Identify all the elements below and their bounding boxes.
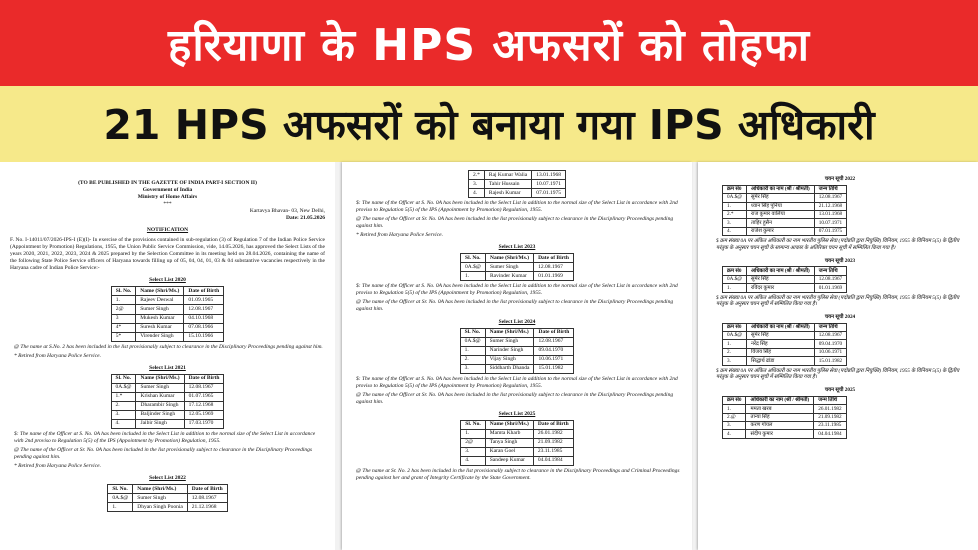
table-cell: 4. xyxy=(469,189,485,198)
table-cell: राजेश कुमार xyxy=(747,227,815,235)
footnote: @ The name of the Officer at Sr. No. 0A has been included in the list provisionally subject to clearance in the Disciplinary Proceedings pending against him. xyxy=(14,446,312,460)
table-cell: नरेंद्र सिंह xyxy=(747,340,815,348)
column-header: Name (Shri/Ms.) xyxy=(133,485,188,494)
table-cell: Dhyan Singh Poonia xyxy=(133,503,188,512)
table-cell: 1. xyxy=(723,284,747,292)
table-cell: तान्या सिंह xyxy=(746,413,814,421)
table-cell: राज कुमार वालिया xyxy=(747,210,815,218)
gazette-line: (TO BE PUBLISHED IN THE GAZETTE OF INDIA PART-I SECTION II) xyxy=(78,180,257,186)
table-cell: सुमेर सिंह xyxy=(747,194,815,202)
select-list-title: Select List 2022 xyxy=(149,475,186,482)
table-header-row xyxy=(111,287,223,296)
table-header-row xyxy=(723,396,847,404)
table-cell: Jaibir Singh xyxy=(136,419,184,428)
column-header: Date of Birth xyxy=(533,420,573,429)
subheadline-banner xyxy=(0,86,978,162)
column-header: Name (Shri/Ms.) xyxy=(136,374,184,383)
table-cell: 15.01.1982 xyxy=(814,357,846,365)
table-cell: 3. xyxy=(461,447,485,456)
table-cell: Narinder Singh xyxy=(485,346,534,355)
table-cell: 1. xyxy=(723,340,747,348)
table-cell: 17.12.1968 xyxy=(184,401,224,410)
table-cell: 10.07.1971 xyxy=(532,180,566,189)
select-list-title: चयन सूची 2022 xyxy=(824,176,856,182)
table-row xyxy=(469,171,566,180)
footnote: $: The name of the Officer at S. No. 0A has been included in the Select List in addition to the normal size of the Select List in accordance with 2nd proviso to Regulation 5(5) of the IPS (Appointment by Promotion) Regulation, 1955. xyxy=(356,375,678,389)
table-row xyxy=(111,419,224,428)
table-cell: Rajesh Kumar xyxy=(484,189,531,198)
table-cell: 12.08.1967 xyxy=(814,331,846,339)
table-cell: 12.08.1967 xyxy=(184,305,224,314)
headline: हरियाणा के HPS अफसरों को तोहफा xyxy=(167,20,811,71)
table-cell: Virender Singh xyxy=(136,332,184,341)
table-row xyxy=(723,194,847,202)
document-pages xyxy=(0,162,978,550)
headline-banner xyxy=(0,0,978,86)
table-cell: सुमेर सिंह xyxy=(747,331,815,339)
table-row xyxy=(723,202,847,210)
column-header: क्रम सं0 xyxy=(723,396,746,404)
table-cell: 4. xyxy=(461,456,485,465)
table-row xyxy=(111,296,223,305)
table-cell: 07.01.1975 xyxy=(532,189,566,198)
table-cell: 09.04.1970 xyxy=(814,340,846,348)
column-header: अधिकारी का नाम (श्री / श्रीमती) xyxy=(747,185,815,193)
table-cell: संदीप कुमार xyxy=(746,430,814,438)
table-cell: 07.08.1966 xyxy=(184,323,224,332)
table-cell: 4. xyxy=(723,430,746,438)
table-cell: 2. xyxy=(111,401,136,410)
footnote: @ The name of the Officer at Sr. No. 0A has been included in the list provisionally subject to clearance in the Disciplinary Proceedings pending against him. xyxy=(356,391,674,405)
table-cell: 01.01.1969 xyxy=(814,284,846,292)
column-header: जन्म तिथि xyxy=(814,267,846,275)
table-header-row xyxy=(723,323,847,331)
table-row xyxy=(111,401,224,410)
table-cell: Karan Goel xyxy=(485,447,533,456)
table-cell: 21.09.1982 xyxy=(533,438,573,447)
table-cell: Sandeep Kumar xyxy=(485,456,533,465)
table-cell: सुमेर सिंह xyxy=(747,275,815,283)
table-cell: 04.04.1984 xyxy=(814,430,846,438)
table-cell: 1. xyxy=(460,346,485,355)
table-header-row xyxy=(111,374,224,383)
notification-body: F. No. I-14011/07/2026-IPS-I (E)(I)- In exercise of the provisions contained in sub-regulation (3) of Regulation 7 of the Indian Police Service (Appointment by Promotion) Regulations, 1955, the Union Public Service Commission, vide, 14.05.2026, has approved the Select Lists of the years 2020, 2021, 2022, 2023, 2024 & 2025 prepared by the Selection Committee in its meeting held on 28.04.2026, containing the name of the following State Police Service officers of Haryana towards filling up of 05, 04, 04, 01, 03 & 04 substantive vacancies respectively in the Haryana cadre of Indian Police Service:- xyxy=(10,237,325,272)
table-row xyxy=(111,383,224,392)
table-cell: ध्यान सिंह पूनिया xyxy=(747,202,815,210)
table-header-row xyxy=(723,267,847,275)
table-row xyxy=(111,305,223,314)
column-header: अधिकारी का नाम (श्री / श्रीमती) xyxy=(746,396,814,404)
table-cell: 0A.$@ xyxy=(723,194,747,202)
table-cell: Raj Kumar Walia xyxy=(484,171,531,180)
table-cell: 10.06.1971 xyxy=(534,355,574,364)
footnote: $: The name of the Officer at S. No. 0A has been included in the Select List in addition to the normal size of the Select List in accordance with 2nd proviso to Regulation 5(5) of the IPS (Appointment by Promotion) Regulation, 1955. xyxy=(14,430,316,444)
table-cell: 13.01.1968 xyxy=(532,171,566,180)
table-row xyxy=(461,429,573,438)
table-row xyxy=(460,355,574,364)
table-row xyxy=(460,337,574,346)
table-row xyxy=(723,331,847,339)
table-cell: 0A.$@ xyxy=(723,331,747,339)
column-header: Name (Shri/Ms.) xyxy=(485,420,533,429)
select-list-continued-table xyxy=(468,170,566,198)
table-cell: 3. xyxy=(723,357,747,365)
document-page-2 xyxy=(342,162,692,550)
table-cell: 01.09.1965 xyxy=(184,296,224,305)
select-list-title: चयन सूची 2025 xyxy=(824,387,856,394)
table-cell: 1. xyxy=(111,296,135,305)
table-cell: Sumer Singh xyxy=(485,263,533,272)
table-cell: 2. xyxy=(723,348,747,356)
column-header: जन्म तिथि xyxy=(814,396,846,404)
column-header: Date of Birth xyxy=(534,254,574,263)
column-header: Sl. No. xyxy=(460,328,485,337)
table-cell: 17.03.1970 xyxy=(184,419,224,428)
table-cell: Baljinder Singh xyxy=(136,410,184,419)
table-cell: 12.05.1969 xyxy=(184,410,224,419)
select-list-table xyxy=(111,286,224,341)
table-cell: 2@ xyxy=(461,438,485,447)
table-cell: 3. xyxy=(111,410,136,419)
column-header: जन्म तिथि xyxy=(814,185,846,193)
table-header-row xyxy=(461,254,574,263)
table-cell: 23.11.1985 xyxy=(814,422,846,430)
column-header: अधिकारी का नाम (श्री / श्रीमती) xyxy=(747,323,815,331)
table-cell: करण गोयल xyxy=(746,422,814,430)
column-header: Sl. No. xyxy=(111,287,135,296)
table-cell: 1. xyxy=(108,503,133,512)
table-cell: 1. xyxy=(723,405,746,413)
table-row xyxy=(723,219,847,227)
footnote: * Retired from Haryana Police Service. xyxy=(356,232,443,239)
table-cell: Sumer Singh xyxy=(136,383,184,392)
table-cell: 12.08.1967 xyxy=(187,494,227,503)
column-header: Name (Shri/Ms.) xyxy=(485,328,534,337)
column-header: जन्म तिथि xyxy=(814,323,846,331)
table-row xyxy=(111,314,223,323)
table-cell: 2@ xyxy=(111,305,135,314)
table-cell: 12.08.1967 xyxy=(534,337,574,346)
footnote: @ The name at Sr. No. 2 has been included in the list provisionally subject to clearance in the Disciplinary Proceedings and Criminal Proceedings pending against her and grant of Integrity Certificate by the State Government. xyxy=(356,468,680,482)
footnote: $: The name of the Officer at S. No. 0A has been included in the Select List in addition to the normal size of the Select List in accordance with 2nd proviso to Regulation 5(5) of the IPS (Appointment by Promotion) Regulation, 1955. xyxy=(356,283,678,297)
table-cell: 1. xyxy=(461,272,486,281)
table-row xyxy=(108,494,227,503)
table-cell: 3. xyxy=(723,422,746,430)
table-cell: ममता खरब xyxy=(746,405,814,413)
table-cell: 1. xyxy=(461,429,485,438)
column-header: क्रम सं0 xyxy=(723,267,747,275)
select-list-table xyxy=(460,420,573,466)
table-cell: 1.* xyxy=(111,392,136,401)
table-cell: Dharambir Singh xyxy=(136,401,184,410)
select-list-title: चयन सूची 2024 xyxy=(824,313,856,320)
table-cell: विजय सिंह xyxy=(747,348,815,356)
table-cell: 3 xyxy=(111,314,135,323)
column-header: Name (Shri/Ms.) xyxy=(136,287,184,296)
table-cell: 3. xyxy=(723,219,747,227)
column-header: Sl. No. xyxy=(461,420,485,429)
table-cell: 21.12.1968 xyxy=(187,503,227,512)
table-row xyxy=(469,189,566,198)
table-row xyxy=(723,284,847,292)
footnote: @ The name at S.No. 2 has been included in the list provisionally subject to clearance in the Disciplinary Proceedings pending against him. xyxy=(14,343,323,350)
footnote: $ क्रम संख्या 0A पर अंकित अधिकारी का नाम भारतीय पुलिस सेवा (पदोन्नति द्वारा नियुक्ति) विनियम, 1955 के विनियम 5(5) के द्वितीय परंतुक के अनुसार चयन सूची के सामान्य आकार के अतिरिक्त चयन सूची में सम्मिलित किया गया है। xyxy=(716,238,960,251)
column-header: क्रम सं0 xyxy=(723,185,747,193)
footnote: * Retired from Haryana Police Service. xyxy=(14,352,101,359)
table-cell: 0A.$@ xyxy=(723,275,747,283)
table-cell: Tanya Singh xyxy=(485,438,533,447)
table-cell: 01.01.1969 xyxy=(534,272,574,281)
table-cell: 0A.$@ xyxy=(460,337,485,346)
document-page-3 xyxy=(698,162,978,550)
table-cell: 0A.$@ xyxy=(461,263,486,272)
table-cell: 3. xyxy=(460,364,485,373)
footnote: * Retired from Haryana Police Service. xyxy=(14,463,101,469)
table-cell: 23.11.1985 xyxy=(533,447,573,456)
column-header: Date of Birth xyxy=(184,374,224,383)
table-cell: Sumer Singh xyxy=(485,337,534,346)
table-cell: 04.04.1984 xyxy=(533,456,573,465)
table-cell: Mamta Kharb xyxy=(485,429,533,438)
column-header: Sl. No. xyxy=(108,485,133,494)
footnote: $ क्रम संख्या 0A पर अंकित अधिकारी का नाम भारतीय पुलिस सेवा (पदोन्नति द्वारा नियुक्ति) विनियम, 1955 के विनियम 5(5) के द्वितीय परंतुक के अनुसार चयन सूची में सम्मिलित किया गया है। xyxy=(716,294,960,308)
table-cell: 4* xyxy=(111,323,135,332)
table-cell: 26.01.1982 xyxy=(814,405,846,413)
table-row xyxy=(111,392,224,401)
table-row xyxy=(461,438,573,447)
column-header: Date of Birth xyxy=(534,328,574,337)
table-header-row xyxy=(460,328,574,337)
table-cell: Sumer Singh xyxy=(136,305,184,314)
table-row xyxy=(460,346,574,355)
gov-line: Government of India xyxy=(142,187,193,194)
table-cell: रविंदर कुमार xyxy=(747,284,815,292)
table-cell: 01.07.1965 xyxy=(184,392,224,401)
ministry-line: Ministry of Home Affairs xyxy=(137,194,198,201)
table-row xyxy=(723,413,847,421)
select-list-table xyxy=(460,253,574,281)
table-cell: Ravinder Kumar xyxy=(485,272,533,281)
table-row xyxy=(723,275,847,283)
select-list-title: चयन सूची 2023 xyxy=(824,257,856,264)
table-cell: 0A.$@ xyxy=(111,383,136,392)
table-cell: Mukesh Kumar xyxy=(136,314,184,323)
table-row xyxy=(461,263,574,272)
table-row xyxy=(723,227,847,235)
table-cell: Suresh Kumar xyxy=(136,323,184,332)
select-list-title: Select List 2020 xyxy=(149,277,186,284)
table-cell: Vijay Singh xyxy=(485,355,534,364)
table-row xyxy=(111,332,223,341)
table-cell: 12.08.1967 xyxy=(184,383,224,392)
table-cell: 15.01.1982 xyxy=(534,364,574,373)
table-cell: 4. xyxy=(111,419,136,428)
select-list-title: Select List 2023 xyxy=(498,244,536,251)
table-cell: ताहिर हुसैन xyxy=(747,219,815,227)
table-row xyxy=(461,447,573,456)
table-cell: 3. xyxy=(469,180,485,189)
select-list-title: Select List 2021 xyxy=(149,364,186,371)
column-header: Date of Birth xyxy=(184,287,224,296)
table-row xyxy=(460,364,574,373)
address-line: Kartavya Bhavan- 03, New Delhi, xyxy=(249,208,325,215)
footnote: $ क्रम संख्या 0A पर अंकित अधिकारी का नाम भारतीय पुलिस सेवा (पदोन्नति द्वारा नियुक्ति) विनियम, 1955 के विनियम 5(5) के द्वितीय परंतुक के अनुसार चयन सूची में सम्मिलित किया गया है। xyxy=(716,367,960,381)
table-header-row xyxy=(108,485,227,494)
table-row xyxy=(111,410,224,419)
table-cell: 10.07.1971 xyxy=(814,219,846,227)
date-line: Date: 21.05.2026 xyxy=(286,215,325,222)
table-cell: 12.08.1967 xyxy=(814,275,846,283)
document-page-1 xyxy=(0,162,335,550)
table-row xyxy=(723,430,847,438)
table-cell: 15.10.1966 xyxy=(184,332,224,341)
column-header: क्रम सं0 xyxy=(723,323,747,331)
table-cell: सिद्धार्थ ढांडा xyxy=(747,357,815,365)
table-cell: 4. xyxy=(723,227,747,235)
table-cell: 12.08.1967 xyxy=(534,263,574,272)
stars: *** xyxy=(163,201,172,208)
footnote: $: The name of the Officer at S. No. 0A has been included in the Select List in addition to the normal size of the Select List in accordance with 2nd proviso to Regulation 5(5) of the IPS (Appointment by Promotion) Regulation, 1955. xyxy=(356,200,678,214)
select-list-title: Select List 2025 xyxy=(498,410,536,417)
table-cell: Sumer Singh xyxy=(133,494,188,503)
table-cell: Siddharth Dhanda xyxy=(485,364,534,373)
column-header: अधिकारी का नाम (श्री / श्रीमती) xyxy=(747,267,815,275)
select-list-title: Select List 2024 xyxy=(498,318,536,325)
table-cell: 04.10.1968 xyxy=(184,314,224,323)
table-row xyxy=(111,323,223,332)
footnote: @ The name of the Officer at Sr. No. 0A has been included in the list provisionally subject to clearance in the Disciplinary Proceedings pending against him. xyxy=(356,299,674,313)
table-row xyxy=(461,272,574,281)
table-row xyxy=(461,456,573,465)
select-list-table xyxy=(111,374,225,429)
table-cell: 2.* xyxy=(723,210,747,218)
column-header: Sl. No. xyxy=(111,374,136,383)
select-list-table xyxy=(722,266,847,292)
subheadline: 21 HPS अफसरों को बनाया गया IPS अधिकारी xyxy=(103,101,875,149)
table-header-row xyxy=(723,185,847,193)
table-cell: 2.* xyxy=(469,171,485,180)
table-row xyxy=(723,210,847,218)
table-header-row xyxy=(461,420,573,429)
column-header: Date of Birth xyxy=(187,485,227,494)
table-cell: 07.01.1975 xyxy=(814,227,846,235)
column-header: Sl. No. xyxy=(461,254,486,263)
table-cell: 2.@ xyxy=(723,413,746,421)
table-cell: Tahir Hussain xyxy=(484,180,531,189)
table-cell: 26.01.1982 xyxy=(533,429,573,438)
table-row xyxy=(723,405,847,413)
footnote: @ The name of the Officer at Sr. No. 0A has been included in the list provisionally subject to clearance in the Disciplinary Proceedings pending against him. xyxy=(356,216,674,230)
table-cell: 21.09.1982 xyxy=(814,413,846,421)
table-cell: 1. xyxy=(723,202,747,210)
select-list-table xyxy=(722,185,847,237)
table-cell: 13.01.1968 xyxy=(814,210,846,218)
select-list-table xyxy=(722,396,847,439)
select-list-table xyxy=(460,328,575,374)
table-cell: 12.08.1967 xyxy=(814,194,846,202)
notification-heading: NOTIFICATION xyxy=(146,227,189,234)
table-row xyxy=(469,180,566,189)
table-cell: Krishan Kumar xyxy=(136,392,184,401)
select-list-table xyxy=(722,323,847,366)
table-cell: Rajeev Deswal xyxy=(136,296,184,305)
select-list-table xyxy=(107,484,227,512)
table-row xyxy=(723,340,847,348)
column-header: Name (Shri/Ms.) xyxy=(485,254,533,263)
table-row xyxy=(723,422,847,430)
table-cell: 10.06.1971 xyxy=(814,348,846,356)
table-cell: 2. xyxy=(460,355,485,364)
table-cell: 21.12.1968 xyxy=(814,202,846,210)
table-cell: 0A.$@ xyxy=(108,494,133,503)
table-row xyxy=(723,348,847,356)
table-row xyxy=(108,503,227,512)
table-cell: 09.04.1970 xyxy=(534,346,574,355)
table-row xyxy=(723,357,847,365)
table-cell: 5* xyxy=(111,332,135,341)
